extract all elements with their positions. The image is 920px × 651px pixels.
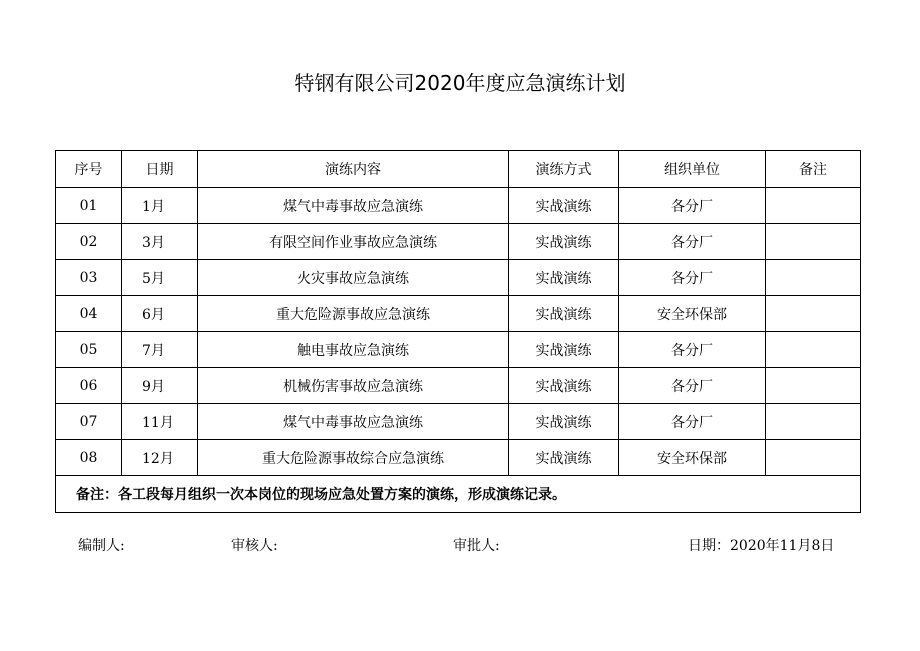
cell-content: 有限空间作业事故应急演练 xyxy=(198,224,509,260)
date-label: 日期：2020年11月8日 xyxy=(688,538,835,554)
header-content: 演练内容 xyxy=(198,151,509,188)
cell-no: 02 xyxy=(56,224,122,260)
cell-unit: 各分厂 xyxy=(619,224,766,260)
cell-no: 06 xyxy=(56,368,122,404)
table-row xyxy=(56,332,861,368)
cell-method: 实战演练 xyxy=(509,368,619,404)
cell-unit: 安全环保部 xyxy=(619,296,766,332)
approver-label: 审批人: xyxy=(453,538,500,554)
table-row xyxy=(56,296,861,332)
cell-method: 实战演练 xyxy=(509,404,619,440)
table-header-row xyxy=(56,151,861,188)
cell-remark xyxy=(766,404,861,440)
cell-remark xyxy=(766,224,861,260)
document-title: 特钢有限公司2020年度应急演练计划 xyxy=(294,71,626,95)
cell-no: 03 xyxy=(56,260,122,296)
cell-unit: 安全环保部 xyxy=(619,440,766,476)
cell-remark xyxy=(766,368,861,404)
note-text: 备注：各工段每月组织一次本岗位的现场应急处置方案的演练，形成演练记录。 xyxy=(56,476,861,513)
cell-content: 煤气中毒事故应急演练 xyxy=(198,404,509,440)
cell-content: 火灾事故应急演练 xyxy=(198,260,509,296)
cell-content: 煤气中毒事故应急演练 xyxy=(198,188,509,224)
table-row xyxy=(56,440,861,476)
cell-content: 重大危险源事故应急演练 xyxy=(198,296,509,332)
cell-no: 01 xyxy=(56,188,122,224)
table-row xyxy=(56,188,861,224)
drill-plan-table xyxy=(55,150,861,513)
cell-method: 实战演练 xyxy=(509,440,619,476)
reviewer-label: 审核人: xyxy=(231,538,278,554)
header-no: 序号 xyxy=(56,151,122,188)
cell-no: 07 xyxy=(56,404,122,440)
cell-remark xyxy=(766,296,861,332)
cell-remark xyxy=(766,188,861,224)
cell-date: 5月 xyxy=(122,260,198,296)
table-row xyxy=(56,404,861,440)
table-row xyxy=(56,368,861,404)
cell-date: 6月 xyxy=(122,296,198,332)
header-method: 演练方式 xyxy=(509,151,619,188)
cell-method: 实战演练 xyxy=(509,296,619,332)
compiler-label: 编制人: xyxy=(78,538,125,554)
cell-remark xyxy=(766,332,861,368)
cell-unit: 各分厂 xyxy=(619,188,766,224)
note-row xyxy=(56,476,861,513)
cell-unit: 各分厂 xyxy=(619,260,766,296)
cell-no: 08 xyxy=(56,440,122,476)
cell-method: 实战演练 xyxy=(509,260,619,296)
header-date: 日期 xyxy=(122,151,198,188)
table-row xyxy=(56,260,861,296)
cell-method: 实战演练 xyxy=(509,188,619,224)
cell-date: 7月 xyxy=(122,332,198,368)
cell-content: 重大危险源事故综合应急演练 xyxy=(198,440,509,476)
cell-date: 3月 xyxy=(122,224,198,260)
cell-remark xyxy=(766,260,861,296)
cell-unit: 各分厂 xyxy=(619,404,766,440)
cell-no: 05 xyxy=(56,332,122,368)
cell-content: 机械伤害事故应急演练 xyxy=(198,368,509,404)
cell-date: 9月 xyxy=(122,368,198,404)
cell-date: 12月 xyxy=(122,440,198,476)
cell-remark xyxy=(766,440,861,476)
cell-date: 1月 xyxy=(122,188,198,224)
cell-unit: 各分厂 xyxy=(619,368,766,404)
table-row xyxy=(56,224,861,260)
cell-no: 04 xyxy=(56,296,122,332)
cell-unit: 各分厂 xyxy=(619,332,766,368)
header-unit: 组织单位 xyxy=(619,151,766,188)
cell-method: 实战演练 xyxy=(509,224,619,260)
cell-content: 触电事故应急演练 xyxy=(198,332,509,368)
cell-date: 11月 xyxy=(122,404,198,440)
header-remark: 备注 xyxy=(766,151,861,188)
cell-method: 实战演练 xyxy=(509,332,619,368)
